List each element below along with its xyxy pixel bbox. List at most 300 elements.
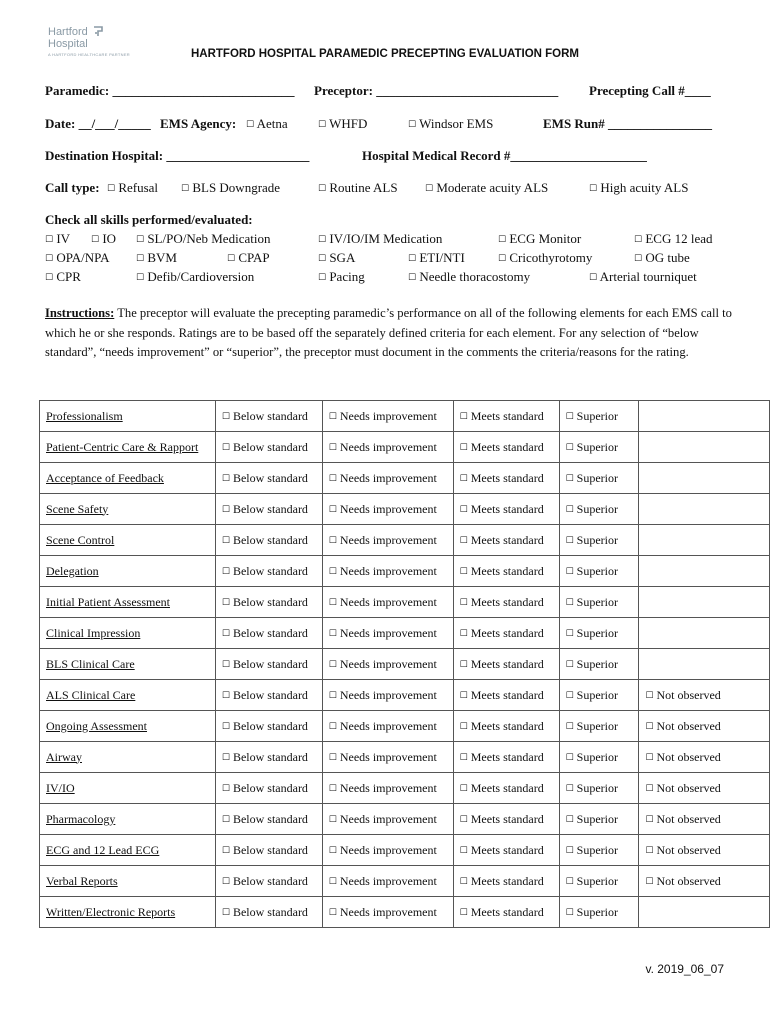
checkbox-icon[interactable]: ☐ <box>328 659 337 670</box>
checkbox-icon[interactable]: ☐ <box>221 473 230 484</box>
rating-option-not-observed[interactable] <box>639 866 770 897</box>
checkbox-icon[interactable]: ☐ <box>328 504 337 515</box>
checkbox-icon[interactable]: ☐ <box>565 783 574 794</box>
checkbox-icon[interactable]: ☐ <box>328 690 337 701</box>
destination-hospital-field[interactable]: Destination Hospital: ______________________ <box>45 148 310 163</box>
checkbox-icon[interactable]: ☐ <box>408 120 417 130</box>
checkbox-icon[interactable]: ☐ <box>221 876 230 887</box>
medical-record-field[interactable]: Hospital Medical Record #_____________________ <box>362 148 647 163</box>
checkbox-icon[interactable]: ☐ <box>246 120 255 130</box>
rating-label: Superior <box>576 563 618 578</box>
checkbox-icon[interactable]: ☐ <box>459 752 468 763</box>
rating-option-meets[interactable] <box>453 897 559 928</box>
rating-option-meets[interactable] <box>453 494 559 525</box>
empty-cell <box>639 618 770 649</box>
checkbox-icon[interactable]: ☐ <box>328 907 337 918</box>
rating-label: Superior <box>576 749 618 764</box>
checkbox-icon[interactable]: ☐ <box>565 876 574 887</box>
form-title: HARTFORD HOSPITAL PARAMEDIC PRECEPTING EVALUATION FORM <box>190 48 580 60</box>
rating-option-meets[interactable] <box>453 680 559 711</box>
criterion-name: BLS Clinical Care <box>40 649 216 680</box>
rating-option-not-observed[interactable] <box>639 711 770 742</box>
rating-option-needs[interactable] <box>322 649 453 680</box>
rating-option-below[interactable] <box>215 463 322 494</box>
rating-label: Superior <box>576 470 618 485</box>
rating-option-needs[interactable] <box>322 742 453 773</box>
rating-option-meets[interactable] <box>453 773 559 804</box>
criterion-name: Professionalism <box>40 401 216 432</box>
rating-label: Needs improvement <box>339 501 437 516</box>
rating-option-superior[interactable] <box>559 525 639 556</box>
checkbox-icon[interactable]: ☐ <box>221 814 230 825</box>
checkbox-icon[interactable]: ☐ <box>45 254 54 264</box>
rating-option-needs[interactable] <box>322 401 453 432</box>
criterion-name: Delegation <box>40 556 216 587</box>
empty-cell <box>639 432 770 463</box>
checkbox-icon[interactable]: ☐ <box>645 876 654 887</box>
checkbox-icon[interactable]: ☐ <box>459 659 468 670</box>
call-type-moderate-als[interactable]: ☐ Moderate acuity ALS <box>425 180 549 195</box>
rating-option-needs[interactable] <box>322 618 453 649</box>
rating-label: Needs improvement <box>339 532 437 547</box>
checkbox-icon[interactable]: ☐ <box>221 566 230 577</box>
rating-label: Below standard <box>232 687 308 702</box>
criterion-name: Initial Patient Assessment <box>40 587 216 618</box>
agency-option-aetna[interactable]: ☐ Aetna <box>246 116 288 131</box>
call-type-bls-downgrade[interactable]: ☐ BLS Downgrade <box>181 180 281 195</box>
rating-option-superior[interactable] <box>559 711 639 742</box>
rating-label: Superior <box>576 656 618 671</box>
rating-option-meets[interactable] <box>453 618 559 649</box>
rating-option-superior[interactable] <box>559 401 639 432</box>
rating-option-needs[interactable] <box>322 897 453 928</box>
rating-label: Meets standard <box>470 904 544 919</box>
criterion-name: Acceptance of Feedback <box>40 463 216 494</box>
checkbox-icon[interactable]: ☐ <box>565 659 574 670</box>
rating-option-not-observed[interactable] <box>639 835 770 866</box>
logo-line-2: Hospital <box>48 38 88 50</box>
checkbox-icon[interactable]: ☐ <box>459 814 468 825</box>
rating-option-meets[interactable] <box>453 556 559 587</box>
checkbox-icon[interactable]: ☐ <box>136 254 145 264</box>
rating-label: Needs improvement <box>339 749 437 764</box>
table-row <box>40 556 770 587</box>
rating-option-needs[interactable] <box>322 680 453 711</box>
table-row <box>40 649 770 680</box>
checkbox-icon[interactable]: ☐ <box>645 845 654 856</box>
rating-option-below[interactable] <box>215 432 322 463</box>
rating-option-meets[interactable] <box>453 711 559 742</box>
rating-option-needs[interactable] <box>322 587 453 618</box>
criterion-name: Scene Control <box>40 525 216 556</box>
skill-pacing[interactable]: ☐ Pacing <box>318 269 365 284</box>
checkbox-icon[interactable]: ☐ <box>408 254 417 264</box>
rating-option-below[interactable] <box>215 773 322 804</box>
rating-option-below[interactable] <box>215 618 322 649</box>
rating-label: Meets standard <box>470 563 544 578</box>
checkbox-icon[interactable]: ☐ <box>565 814 574 825</box>
skill-og-tube[interactable]: ☐ OG tube <box>634 250 690 265</box>
rating-option-below[interactable] <box>215 494 322 525</box>
rating-label: Needs improvement <box>339 687 437 702</box>
table-row <box>40 804 770 835</box>
table-row <box>40 432 770 463</box>
checkbox-icon[interactable]: ☐ <box>565 535 574 546</box>
skill-iv[interactable]: ☐ IV <box>45 231 71 246</box>
checkbox-icon[interactable]: ☐ <box>221 845 230 856</box>
checkbox-icon[interactable]: ☐ <box>408 273 417 283</box>
rating-label: Needs improvement <box>339 842 437 857</box>
checkbox-icon[interactable]: ☐ <box>45 273 54 283</box>
rating-label: Needs improvement <box>339 470 437 485</box>
checkbox-icon[interactable]: ☐ <box>328 783 337 794</box>
checkbox-icon[interactable]: ☐ <box>221 752 230 763</box>
rating-label: Meets standard <box>470 842 544 857</box>
rating-option-below[interactable] <box>215 804 322 835</box>
rating-label: Meets standard <box>470 532 544 547</box>
empty-cell <box>639 556 770 587</box>
checkbox-icon[interactable]: ☐ <box>645 814 654 825</box>
checkbox-icon[interactable]: ☐ <box>565 845 574 856</box>
rating-label: Superior <box>576 501 618 516</box>
rating-option-needs[interactable] <box>322 525 453 556</box>
rating-option-below[interactable] <box>215 835 322 866</box>
rating-option-needs[interactable] <box>322 866 453 897</box>
checkbox-icon[interactable]: ☐ <box>328 566 337 577</box>
rating-option-superior[interactable] <box>559 773 639 804</box>
skill-defib[interactable]: ☐ Defib/Cardioversion <box>136 269 255 284</box>
rating-option-superior[interactable] <box>559 587 639 618</box>
rating-option-below[interactable] <box>215 587 322 618</box>
rating-option-superior[interactable] <box>559 556 639 587</box>
checkbox-icon[interactable]: ☐ <box>328 721 337 732</box>
rating-option-superior[interactable] <box>559 835 639 866</box>
rating-option-needs[interactable] <box>322 835 453 866</box>
rating-label: Below standard <box>232 749 308 764</box>
rating-label: Needs improvement <box>339 656 437 671</box>
rating-option-superior[interactable] <box>559 432 639 463</box>
rating-label: Needs improvement <box>339 780 437 795</box>
rating-option-needs[interactable] <box>322 804 453 835</box>
checkbox-icon[interactable]: ☐ <box>565 907 574 918</box>
checkbox-icon[interactable]: ☐ <box>221 535 230 546</box>
agency-option-windsor[interactable]: ☐ Windsor EMS <box>408 116 494 131</box>
rating-option-needs[interactable] <box>322 494 453 525</box>
checkbox-icon[interactable]: ☐ <box>498 235 507 245</box>
checkbox-icon[interactable]: ☐ <box>328 814 337 825</box>
rating-option-superior[interactable] <box>559 866 639 897</box>
rating-label: Meets standard <box>470 594 544 609</box>
checkbox-icon[interactable]: ☐ <box>459 845 468 856</box>
checkbox-icon[interactable]: ☐ <box>565 721 574 732</box>
criterion-name: IV/IO <box>40 773 216 804</box>
skill-arterial-tourniquet[interactable]: ☐ Arterial tourniquet <box>589 269 697 284</box>
rating-option-meets[interactable] <box>453 432 559 463</box>
precepting-call-field[interactable]: Precepting Call #____ <box>589 83 711 98</box>
checkbox-icon[interactable]: ☐ <box>645 783 654 794</box>
table-row <box>40 711 770 742</box>
table-row <box>40 773 770 804</box>
checkbox-icon[interactable]: ☐ <box>318 254 327 264</box>
checkbox-icon[interactable]: ☐ <box>459 411 468 422</box>
checkbox-icon[interactable]: ☐ <box>565 597 574 608</box>
rating-label: Meets standard <box>470 408 544 423</box>
rating-label: Needs improvement <box>339 873 437 888</box>
checkbox-icon[interactable]: ☐ <box>565 504 574 515</box>
checkbox-icon[interactable]: ☐ <box>328 411 337 422</box>
skill-ecg-12-lead[interactable]: ☐ ECG 12 lead <box>634 231 713 246</box>
checkbox-icon[interactable]: ☐ <box>318 184 327 194</box>
rating-label: Needs improvement <box>339 594 437 609</box>
checkbox-icon[interactable]: ☐ <box>565 442 574 453</box>
checkbox-icon[interactable]: ☐ <box>459 783 468 794</box>
rating-option-below[interactable] <box>215 649 322 680</box>
rating-label: Below standard <box>232 780 308 795</box>
preceptor-field[interactable]: Preceptor: ____________________________ <box>314 83 559 98</box>
checkbox-icon[interactable]: ☐ <box>221 442 230 453</box>
rating-label: Below standard <box>232 408 308 423</box>
checkbox-icon[interactable]: ☐ <box>459 721 468 732</box>
skill-eti-nti[interactable]: ☐ ETI/NTI <box>408 250 465 265</box>
call-type-routine-als[interactable]: ☐ Routine ALS <box>318 180 398 195</box>
checkbox-icon[interactable]: ☐ <box>459 907 468 918</box>
checkbox-icon[interactable]: ☐ <box>221 411 230 422</box>
rating-label: Not observed <box>656 811 721 826</box>
checkbox-icon[interactable]: ☐ <box>328 535 337 546</box>
checkbox-icon[interactable]: ☐ <box>459 535 468 546</box>
rating-option-meets[interactable] <box>453 866 559 897</box>
checkbox-icon[interactable]: ☐ <box>221 907 230 918</box>
rating-option-not-observed[interactable] <box>639 804 770 835</box>
rating-option-needs[interactable] <box>322 432 453 463</box>
ems-agency-label: EMS Agency: <box>160 116 237 131</box>
criterion-name: Patient-Centric Care & Rapport <box>40 432 216 463</box>
checkbox-icon[interactable]: ☐ <box>459 876 468 887</box>
rating-option-not-observed[interactable] <box>639 773 770 804</box>
form-version: v. 2019_06_07 <box>645 962 724 976</box>
skill-bvm[interactable]: ☐ BVM <box>136 250 177 265</box>
rating-label: Not observed <box>656 873 721 888</box>
checkbox-icon[interactable]: ☐ <box>221 659 230 670</box>
checkbox-icon[interactable]: ☐ <box>565 473 574 484</box>
skill-io[interactable]: ☐ IO <box>91 231 117 246</box>
checkbox-icon[interactable]: ☐ <box>328 845 337 856</box>
skill-sga[interactable]: ☐ SGA <box>318 250 356 265</box>
checkbox-icon[interactable]: ☐ <box>565 690 574 701</box>
criterion-name: Ongoing Assessment <box>40 711 216 742</box>
checkbox-icon[interactable]: ☐ <box>645 690 654 701</box>
call-type-high-als[interactable]: ☐ High acuity ALS <box>589 180 689 195</box>
empty-cell <box>639 494 770 525</box>
checkbox-icon[interactable]: ☐ <box>318 120 327 130</box>
rating-label: Below standard <box>232 625 308 640</box>
rating-option-needs[interactable] <box>322 773 453 804</box>
checkbox-icon[interactable]: ☐ <box>459 690 468 701</box>
checkbox-icon[interactable]: ☐ <box>498 254 507 264</box>
checkbox-icon[interactable]: ☐ <box>107 184 116 194</box>
checkbox-icon[interactable]: ☐ <box>328 752 337 763</box>
rating-label: Below standard <box>232 656 308 671</box>
checkbox-icon[interactable]: ☐ <box>181 184 190 194</box>
rating-label: Below standard <box>232 873 308 888</box>
rating-label: Meets standard <box>470 873 544 888</box>
rating-option-meets[interactable] <box>453 742 559 773</box>
rating-option-below[interactable] <box>215 680 322 711</box>
rating-option-meets[interactable] <box>453 804 559 835</box>
criterion-name: Written/Electronic Reports <box>40 897 216 928</box>
checkbox-icon[interactable]: ☐ <box>634 254 643 264</box>
checkbox-icon[interactable]: ☐ <box>589 273 598 283</box>
checkbox-icon[interactable]: ☐ <box>589 184 598 194</box>
rating-option-meets[interactable] <box>453 401 559 432</box>
checkbox-icon[interactable]: ☐ <box>645 752 654 763</box>
checkbox-icon[interactable]: ☐ <box>459 597 468 608</box>
rating-option-superior[interactable] <box>559 804 639 835</box>
date-field[interactable]: Date: __/___/_____ <box>45 116 151 131</box>
checkbox-icon[interactable]: ☐ <box>328 473 337 484</box>
rating-option-not-observed[interactable] <box>639 742 770 773</box>
table-row <box>40 618 770 649</box>
rating-label: Meets standard <box>470 501 544 516</box>
rating-option-meets[interactable] <box>453 587 559 618</box>
rating-label: Superior <box>576 408 618 423</box>
rating-label: Needs improvement <box>339 408 437 423</box>
table-row <box>40 587 770 618</box>
rating-option-meets[interactable] <box>453 835 559 866</box>
checkbox-icon[interactable]: ☐ <box>221 597 230 608</box>
rating-option-below[interactable] <box>215 525 322 556</box>
criterion-name: Clinical Impression <box>40 618 216 649</box>
rating-option-below[interactable] <box>215 556 322 587</box>
ems-run-field[interactable]: EMS Run# ________________ <box>543 116 713 131</box>
checkbox-icon[interactable]: ☐ <box>328 442 337 453</box>
checkbox-icon[interactable]: ☐ <box>91 235 100 245</box>
skill-cricothyrotomy[interactable]: ☐ Cricothyrotomy <box>498 250 593 265</box>
checkbox-icon[interactable]: ☐ <box>136 235 145 245</box>
checkbox-icon[interactable]: ☐ <box>459 628 468 639</box>
instructions-paragraph <box>45 304 735 363</box>
rating-option-below[interactable] <box>215 401 322 432</box>
checkbox-icon[interactable]: ☐ <box>634 235 643 245</box>
rating-label: Meets standard <box>470 439 544 454</box>
checkbox-icon[interactable]: ☐ <box>227 254 236 264</box>
logo-mark-icon <box>92 25 104 38</box>
skill-iv-io-im[interactable]: ☐ IV/IO/IM Medication <box>318 231 443 246</box>
rating-label: Below standard <box>232 718 308 733</box>
checkbox-icon[interactable]: ☐ <box>565 628 574 639</box>
checkbox-icon[interactable]: ☐ <box>221 783 230 794</box>
skills-heading: Check all skills performed/evaluated: <box>45 212 253 227</box>
checkbox-icon[interactable]: ☐ <box>328 876 337 887</box>
checkbox-icon[interactable]: ☐ <box>318 273 327 283</box>
checkbox-icon[interactable]: ☐ <box>565 752 574 763</box>
rating-option-needs[interactable] <box>322 463 453 494</box>
rating-option-below[interactable] <box>215 711 322 742</box>
rating-label: Superior <box>576 904 618 919</box>
rating-label: Meets standard <box>470 749 544 764</box>
rating-option-superior[interactable] <box>559 463 639 494</box>
rating-option-superior[interactable] <box>559 742 639 773</box>
checkbox-icon[interactable]: ☐ <box>425 184 434 194</box>
rating-label: Needs improvement <box>339 811 437 826</box>
call-type-refusal[interactable]: ☐ Refusal <box>107 180 159 195</box>
paramedic-field[interactable]: Paramedic: ____________________________ <box>45 83 295 98</box>
checkbox-icon[interactable]: ☐ <box>459 442 468 453</box>
checkbox-icon[interactable]: ☐ <box>565 566 574 577</box>
checkbox-icon[interactable]: ☐ <box>328 597 337 608</box>
empty-cell <box>639 401 770 432</box>
rating-option-needs[interactable] <box>322 556 453 587</box>
rating-label: Superior <box>576 780 618 795</box>
evaluation-table <box>39 400 770 928</box>
rating-option-meets[interactable] <box>453 463 559 494</box>
checkbox-icon[interactable]: ☐ <box>328 628 337 639</box>
rating-label: Needs improvement <box>339 563 437 578</box>
rating-label: Meets standard <box>470 811 544 826</box>
skill-sl-po-neb[interactable]: ☐ SL/PO/Neb Medication <box>136 231 271 246</box>
skill-cpap[interactable]: ☐ CPAP <box>227 250 270 265</box>
checkbox-icon[interactable]: ☐ <box>221 628 230 639</box>
rating-option-below[interactable] <box>215 897 322 928</box>
rating-option-superior[interactable] <box>559 897 639 928</box>
checkbox-icon[interactable]: ☐ <box>221 690 230 701</box>
agency-option-whfd[interactable]: ☐ WHFD <box>318 116 368 131</box>
checkbox-icon[interactable]: ☐ <box>459 473 468 484</box>
rating-option-superior[interactable] <box>559 618 639 649</box>
table-row <box>40 525 770 556</box>
checkbox-icon[interactable]: ☐ <box>645 721 654 732</box>
rating-option-below[interactable] <box>215 742 322 773</box>
instructions-text: The preceptor will evaluate the precepting paramedic’s performance on all of the following elements for each EMS call to which he or she responds. Ratings are to be based off the separately defined criteria for each element. For any selection of “below standard”, “needs improvement” or “superior”, the preceptor must document in the comments the criteria/reasons for the rating. <box>45 306 732 359</box>
rating-option-below[interactable] <box>215 866 322 897</box>
rating-option-superior[interactable] <box>559 680 639 711</box>
table-row <box>40 835 770 866</box>
rating-label: Superior <box>576 811 618 826</box>
rating-label: Meets standard <box>470 470 544 485</box>
checkbox-icon[interactable]: ☐ <box>45 235 54 245</box>
criterion-name: Verbal Reports <box>40 866 216 897</box>
skill-cpr[interactable]: ☐ CPR <box>45 269 81 284</box>
rating-option-meets[interactable] <box>453 525 559 556</box>
checkbox-icon[interactable]: ☐ <box>221 504 230 515</box>
rating-option-superior[interactable] <box>559 494 639 525</box>
checkbox-icon[interactable]: ☐ <box>459 504 468 515</box>
empty-cell <box>639 463 770 494</box>
rating-label: Superior <box>576 842 618 857</box>
rating-label: Superior <box>576 873 618 888</box>
checkbox-icon[interactable]: ☐ <box>136 273 145 283</box>
table-row <box>40 463 770 494</box>
rating-option-needs[interactable] <box>322 711 453 742</box>
checkbox-icon[interactable]: ☐ <box>318 235 327 245</box>
rating-label: Below standard <box>232 563 308 578</box>
rating-label: Below standard <box>232 594 308 609</box>
rating-label: Superior <box>576 718 618 733</box>
criterion-name: Scene Safety <box>40 494 216 525</box>
rating-label: Below standard <box>232 842 308 857</box>
skill-opa-npa[interactable]: ☐ OPA/NPA <box>45 250 110 265</box>
empty-cell <box>639 525 770 556</box>
rating-option-superior[interactable] <box>559 649 639 680</box>
checkbox-icon[interactable]: ☐ <box>459 566 468 577</box>
checkbox-icon[interactable]: ☐ <box>565 411 574 422</box>
skill-needle-thoracostomy[interactable]: ☐ Needle thoracostomy <box>408 269 531 284</box>
rating-option-not-observed[interactable] <box>639 680 770 711</box>
rating-option-meets[interactable] <box>453 649 559 680</box>
rating-label: Not observed <box>656 749 721 764</box>
checkbox-icon[interactable]: ☐ <box>221 721 230 732</box>
skill-ecg-monitor[interactable]: ☐ ECG Monitor <box>498 231 582 246</box>
